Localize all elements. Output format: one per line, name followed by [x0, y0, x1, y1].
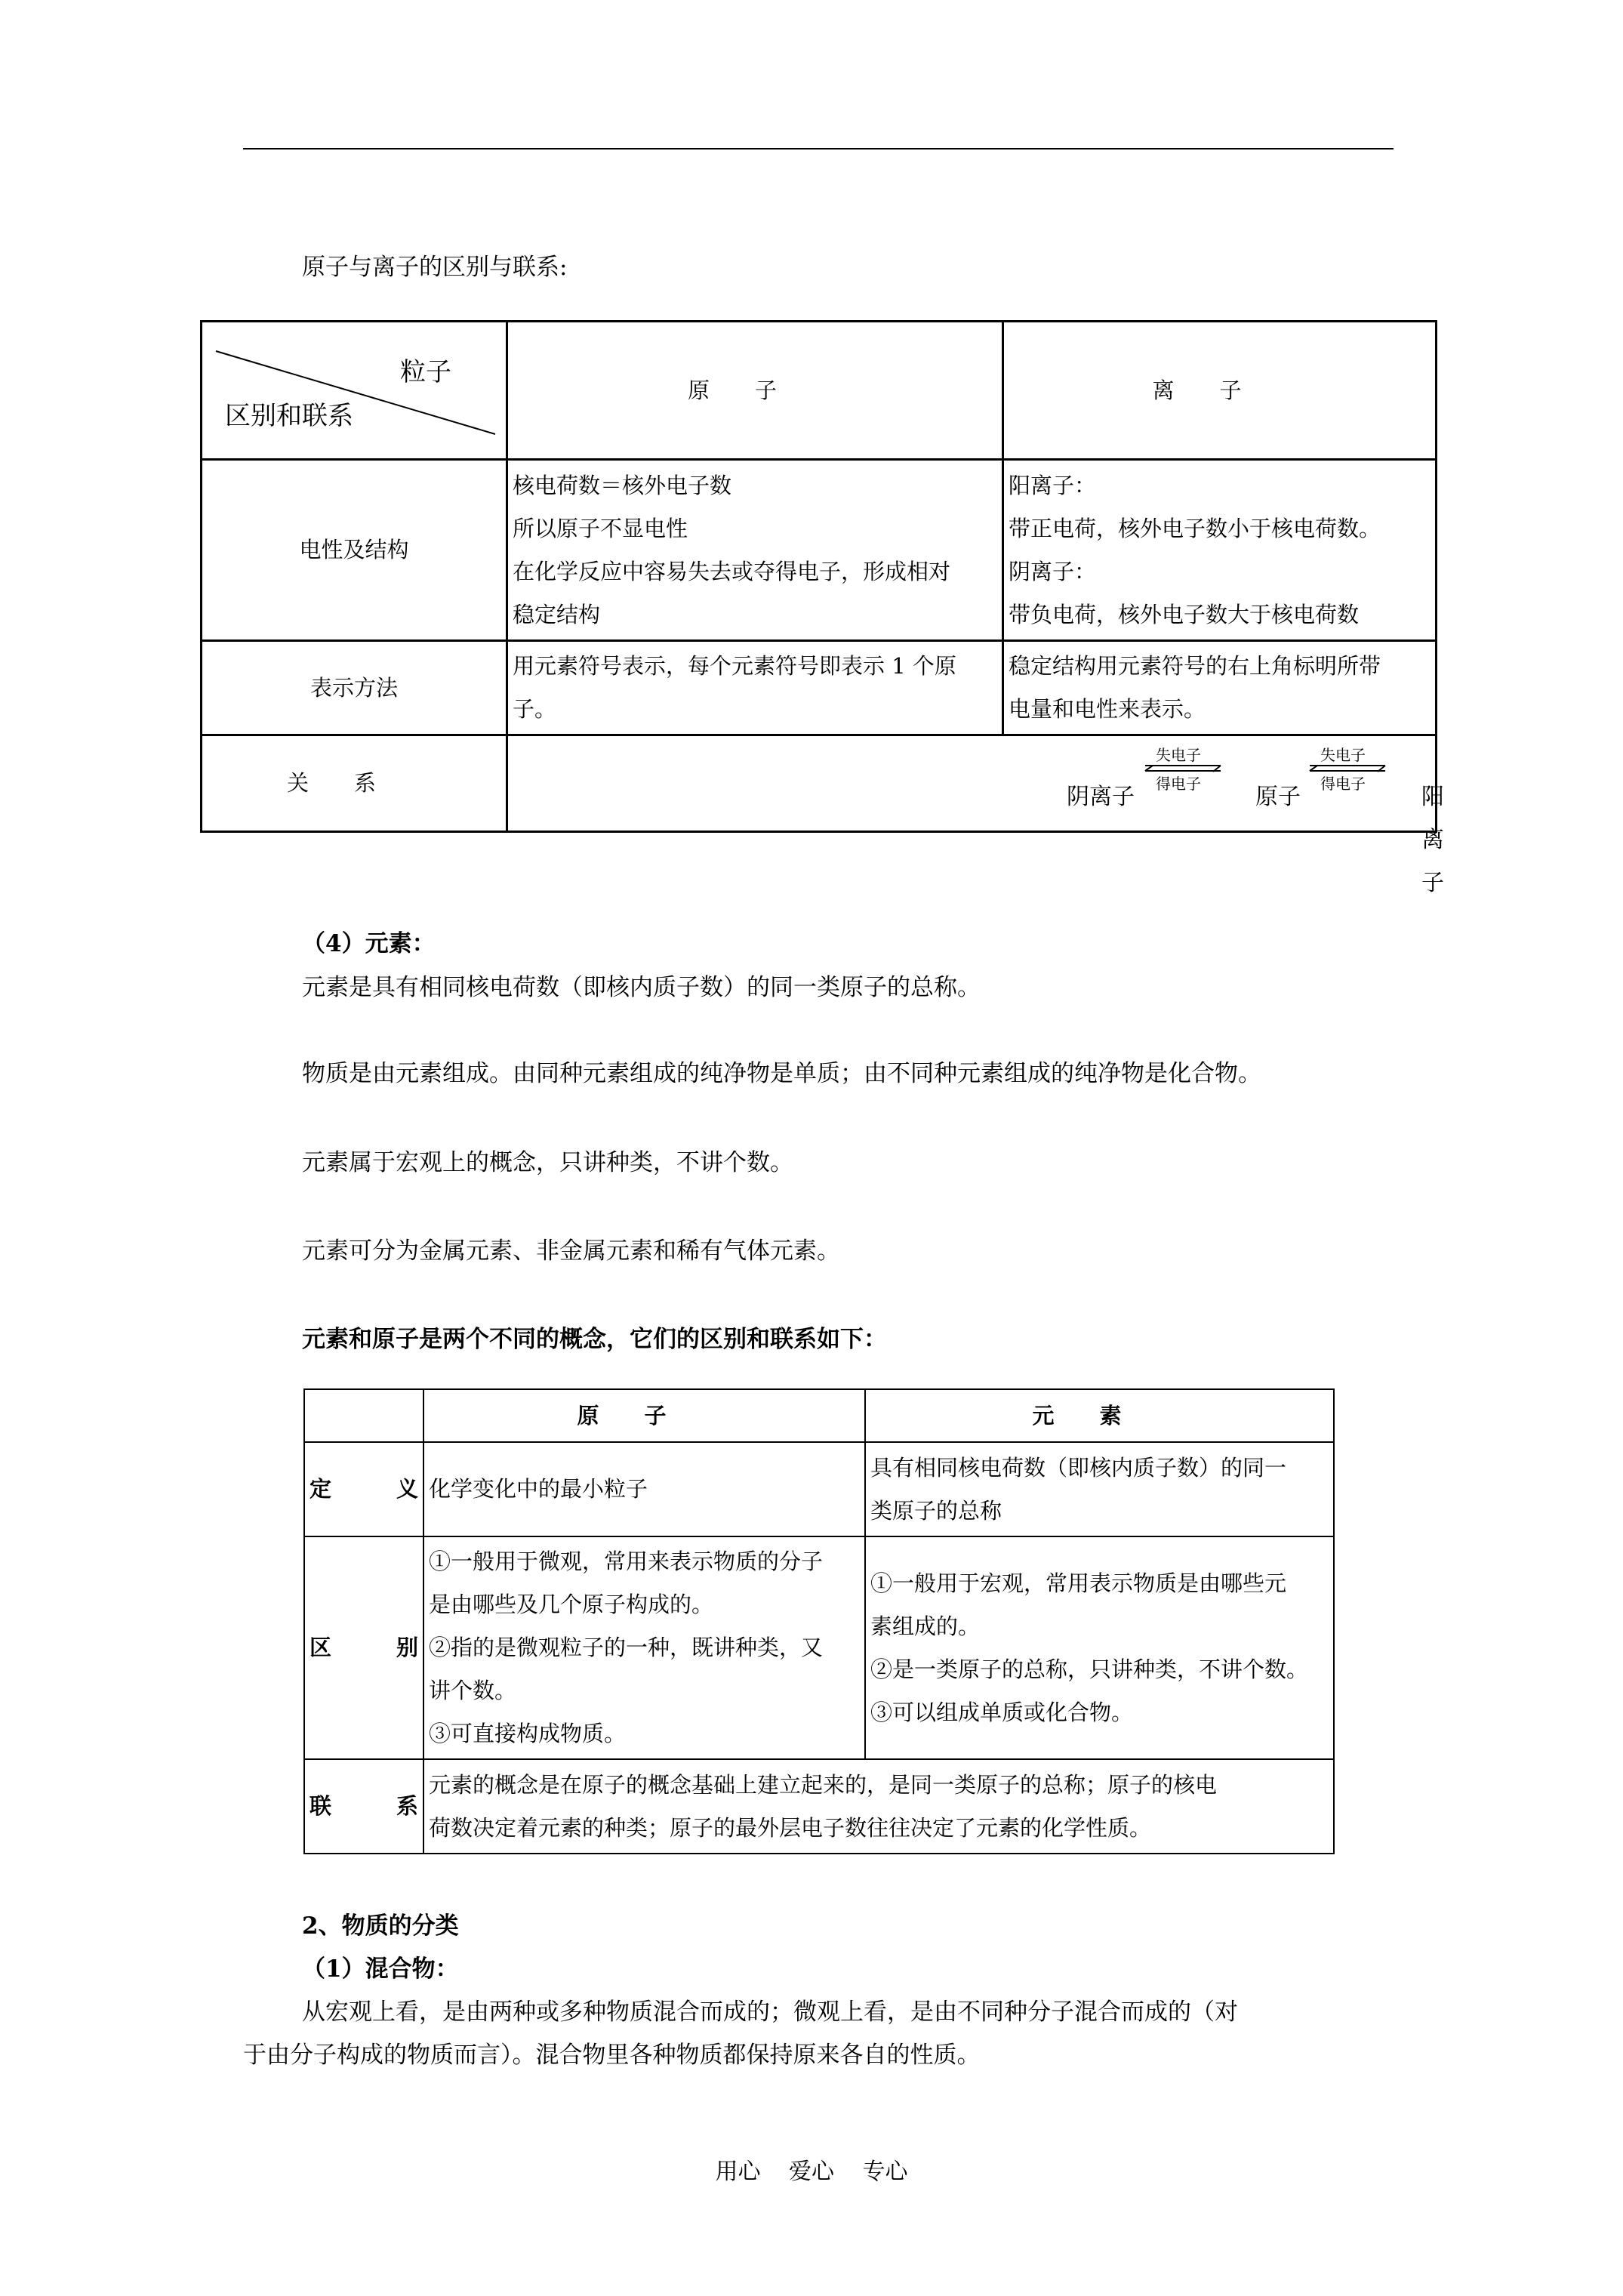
text-line: 具有相同核电荷数（即核内质子数）的同一: [870, 1454, 1287, 1481]
label-cation: 阳离子: [1421, 784, 1444, 896]
text-line: 阳离子：: [1009, 472, 1097, 498]
row-label-relation: 关系: [286, 770, 421, 796]
paragraph-element-composition: 物质是由元素组成。由同种元素组成的纯净物是单质；由不同种元素组成的纯净物是化合物。: [302, 1060, 1261, 1087]
text-line: 用元素符号表示，每个元素符号即表示 1 个原: [513, 653, 956, 679]
row-label-notation: 表示方法: [202, 641, 507, 735]
arrow1-label-gain: 得电子: [1156, 775, 1201, 793]
cell-atom-notation: [507, 641, 1003, 735]
cell-ion-notation: [1003, 641, 1437, 735]
text-line: ③可直接构成物质。: [429, 1721, 627, 1746]
text-line: 核电荷数＝核外电子数: [513, 472, 732, 498]
double-arrow-2: [1307, 763, 1390, 774]
arrow1-label-lose: 失电子: [1156, 746, 1201, 764]
text-line: ②指的是微观粒子的一种，既讲种类，又: [429, 1635, 824, 1660]
section-title-element: （4）元素：: [302, 930, 436, 957]
cell-ion-structure: [1003, 460, 1437, 641]
section-heading-element-atom: 元素和原子是两个不同的概念，它们的区别和联系如下：: [302, 1326, 887, 1353]
text-line: ②是一类原子的总称，只讲种类，不讲个数。: [870, 1656, 1309, 1682]
empty-corner-cell: [304, 1389, 423, 1442]
text-line: 荷数决定着元素的种类；原子的最外层电子数往往决定了元素的化学性质。: [429, 1814, 1152, 1841]
text-line: ①一般用于宏观，常用表示物质是由哪些元: [870, 1570, 1287, 1596]
paragraph-element-definition: 元素是具有相同核电荷数（即核内质子数）的同一类原子的总称。: [302, 974, 981, 1001]
page-footer: 用心 爱心 专心: [715, 2159, 908, 2185]
text-line: ③可以组成单质或化合物。: [870, 1699, 1134, 1725]
cell-atom-structure: [507, 460, 1003, 641]
text-line: 在化学反应中容易失去或夺得电子，形成相对: [513, 558, 951, 584]
corner-label-difference: 区别和联系: [225, 401, 353, 431]
diagonal-line: [202, 322, 508, 458]
text-line: 类原子的总称: [870, 1497, 1002, 1524]
text-line: 所以原子不显电性: [513, 515, 688, 541]
corner-label-particle: 粒子: [400, 357, 451, 387]
label-atom: 原子: [1255, 784, 1301, 810]
paragraph-element-macro: 元素属于宏观上的概念，只讲种类，不讲个数。: [302, 1149, 793, 1176]
text-line: 讲个数。: [429, 1678, 517, 1703]
header-rule: [243, 148, 1394, 149]
row-label-difference: 区 别: [304, 1536, 423, 1759]
text-line: ①一般用于微观，常用来表示物质的分子: [429, 1549, 824, 1574]
text-line: 是由哪些及几个原子构成的。: [429, 1592, 714, 1617]
cell-relation: [423, 1759, 1334, 1854]
cell-element-difference: [865, 1536, 1334, 1759]
text-line: 电量和电性来表示。: [1009, 696, 1206, 722]
text-line: 元素的概念是在原子的概念基础上建立起来的，是同一类原子的总称；原子的核电: [429, 1771, 1218, 1798]
row-label-definition: 定 义: [304, 1442, 423, 1536]
element-atom-table: [303, 1388, 1335, 1854]
relation-diagram: [507, 735, 1444, 896]
arrow2-label-lose: 失电子: [1320, 746, 1366, 764]
text-line: 带负电荷，核外电子数大于核电荷数: [1009, 601, 1360, 627]
table-corner-header: [202, 322, 507, 460]
text-line: 稳定结构: [513, 601, 601, 627]
arrow2-label-gain: 得电子: [1320, 775, 1366, 793]
text-line: 稳定结构用元素符号的右上角标明所带: [1009, 653, 1381, 679]
paragraph-element-types: 元素可分为金属元素、非金属元素和稀有气体元素。: [302, 1237, 840, 1265]
cell-element-definition: [865, 1442, 1334, 1536]
label-anion: 阴离子: [1067, 784, 1135, 810]
column-header-ion: 离子: [1152, 377, 1287, 403]
cell-atom-definition: 化学变化中的最小粒子: [423, 1442, 865, 1536]
section-title-mixture: （1）混合物：: [302, 1955, 459, 1983]
paragraph-mixture-line2: 于由分子构成的物质而言）。混合物里各种物质都保持原来各自的性质。: [243, 2042, 981, 2069]
section-title-classification: 2、物质的分类: [302, 1912, 459, 1940]
double-arrow-1: [1142, 763, 1225, 774]
cell-atom-difference: [423, 1536, 865, 1759]
text-line: 阴离子：: [1009, 558, 1097, 584]
text-line: 带正电荷，核外电子数小于核电荷数。: [1009, 515, 1381, 541]
paragraph-mixture-line1: 从宏观上看，是由两种或多种物质混合而成的；微观上看，是由不同种分子混合而成的（对: [302, 1999, 1238, 2026]
text-line: 子。: [513, 696, 557, 722]
column-header-atom: 原子: [687, 377, 822, 403]
section-heading-atom-ion: 原子与离子的区别与联系:: [302, 254, 568, 281]
row-label-charge-structure: 电性及结构: [202, 460, 507, 641]
row-label-relation: 联 系: [304, 1759, 423, 1854]
text-line: 素组成的。: [870, 1613, 981, 1639]
column-header-element: 元素: [1032, 1402, 1167, 1428]
column-header-atom: 原子: [577, 1402, 712, 1428]
atom-ion-table: [200, 320, 1444, 896]
